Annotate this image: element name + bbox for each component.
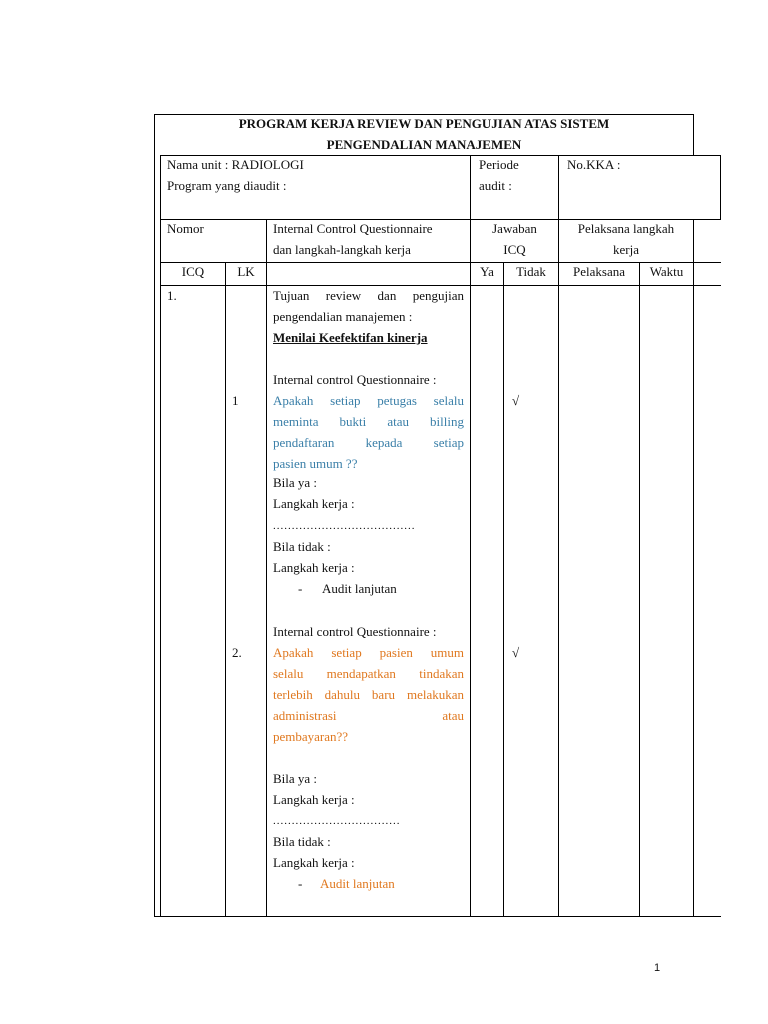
icq-number: 1. [167,288,177,303]
langkah-kerja-1: Langkah kerja : [273,496,355,511]
tujuan-line2: pengendalian manajemen : [273,309,413,324]
bila-tidak-1: Bila tidak : [273,539,331,554]
col-waktu: Waktu [649,264,684,279]
col-lk: LK [237,264,255,279]
bila-ya-1: Bila ya : [273,475,318,490]
lk-number-2: 2. [232,645,242,660]
kka-number: No.KKA : [567,157,621,172]
question-2-line4: administrasi atau [273,708,464,723]
col-icq: ICQ [181,264,205,279]
question-1-line4: pasien umum ?? [273,456,358,471]
question-1-line2: meminta bukti atau billing [273,414,464,429]
col-pelaksana-langkah: Pelaksana langkah [577,221,675,236]
col-icq-title-2: dan langkah-langkah kerja [273,242,411,257]
document-title-line1: PROGRAM KERJA REVIEW DAN PENGUJIAN ATAS SISTEM [238,116,610,131]
bullet-dash-2: - [298,876,303,891]
icq-label-1: Internal control Questionnaire : [273,372,437,387]
question-2-line5: pembayaran?? [273,729,349,744]
question-1-line1: Apakah setiap petugas selalu [273,393,464,408]
lk-number-1: 1 [232,393,239,408]
col-pelaksana: Pelaksana [573,264,625,279]
col-jawaban-icq: ICQ [503,242,526,257]
dotted-line-1: ...................................... [273,520,416,532]
bullet-dash-1: - [298,581,303,596]
icq-label-2: Internal control Questionnaire : [273,624,437,639]
question-2-line3: terlebih dahulu baru melakukan [273,687,464,702]
col-ya: Ya [480,264,494,279]
program-audited: Program yang diaudit : [167,178,287,193]
unit-name: Nama unit : RADIOLOGI [167,157,304,172]
page-number: 1 [654,962,661,974]
periode-label: Periode [479,157,519,172]
audit-label: audit : [479,178,512,193]
dotted-line-2: .................................. [273,815,401,827]
check-mark-2: √ [512,645,520,660]
question-2-line2: selalu mendapatkan tindakan [273,666,464,681]
langkah-kerja-tidak-1: Langkah kerja : [273,560,355,575]
check-mark-1: √ [512,393,520,408]
audit-lanjutan-1: Audit lanjutan [322,581,397,596]
question-2-line1: Apakah setiap pasien umum [273,645,464,660]
bila-ya-2: Bila ya : [273,771,318,786]
col-tidak: Tidak [516,264,546,279]
audit-lanjutan-2: Audit lanjutan [320,876,395,891]
col-jawaban: Jawaban [492,221,537,236]
tujuan-objective: Menilai Keefektifan kinerja [273,330,428,345]
col-nomor: Nomor [167,221,204,236]
langkah-kerja-2: Langkah kerja : [273,792,355,807]
langkah-kerja-tidak-2: Langkah kerja : [273,855,355,870]
bila-tidak-2: Bila tidak : [273,834,331,849]
question-1-line3: pendaftaran kepada setiap [273,435,464,450]
col-kerja: kerja [613,242,639,257]
tujuan-line1: Tujuan review dan pengujian [273,288,464,303]
document-title-line2: PENGENDALIAN MANAJEMEN [326,137,522,152]
col-icq-title-1: Internal Control Questionnaire [273,221,433,236]
